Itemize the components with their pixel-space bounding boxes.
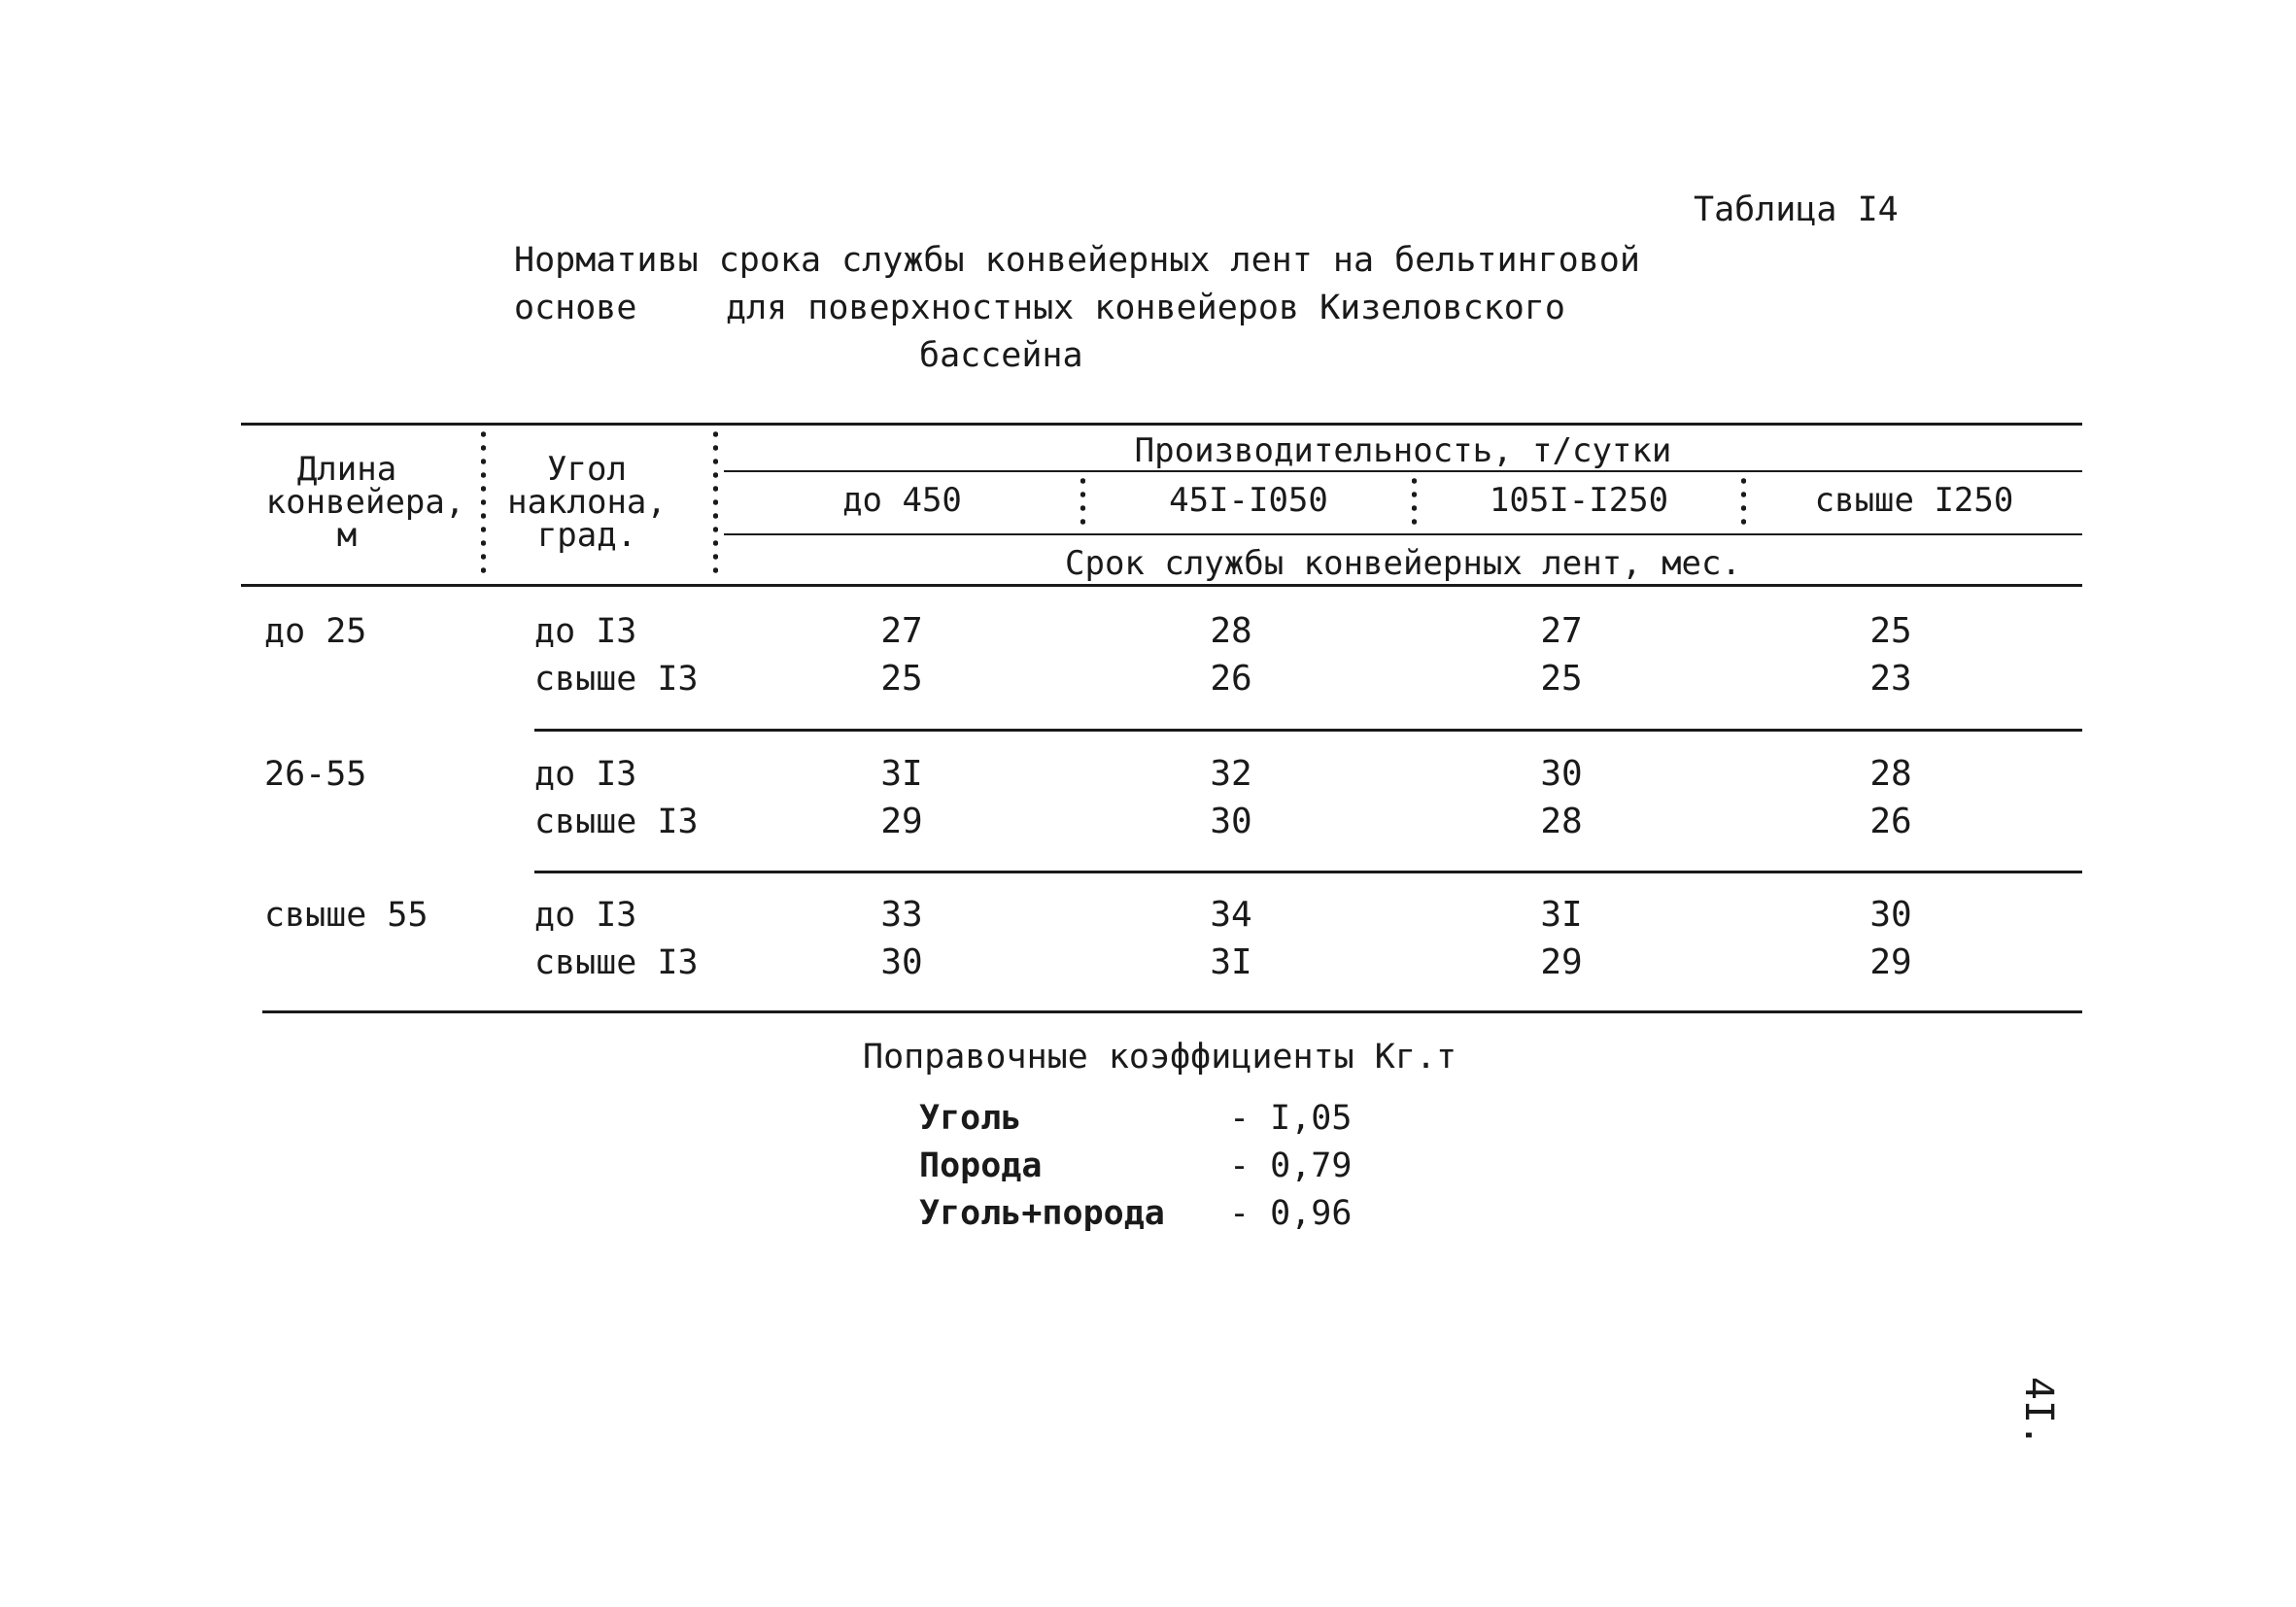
correction-title: Поправочные коэффициенты Кг.т <box>863 1038 1457 1077</box>
table-cell: 3I <box>1210 942 1252 982</box>
table-bottom-rule <box>262 1010 2082 1013</box>
table-cell: 29 <box>1869 942 1912 982</box>
table-cell: 25 <box>1869 611 1912 651</box>
header-rule-2 <box>724 533 2082 535</box>
table-label: Таблица I4 <box>1694 190 1899 229</box>
header-productivity: Производительность, т/сутки <box>1134 431 1672 470</box>
separator-dots-1 <box>481 427 486 581</box>
correction-value: - 0,79 <box>1229 1146 1353 1185</box>
header-range-4: свыше I250 <box>1814 481 2014 520</box>
group-rule-1 <box>534 729 2082 732</box>
table-cell: 29 <box>1540 942 1583 982</box>
row-angle: до I3 <box>534 612 637 651</box>
table-cell: 3I <box>880 754 923 794</box>
table-cell: 28 <box>1869 754 1912 794</box>
table-cell: 26 <box>1210 659 1252 699</box>
row-angle: свыше I3 <box>534 660 699 699</box>
table-cell: 27 <box>1540 611 1583 651</box>
row-angle: свыше I3 <box>534 943 699 982</box>
table-cell: 25 <box>880 659 923 699</box>
header-length-2: конвейера, <box>265 483 465 522</box>
correction-name: Уголь+порода <box>919 1194 1165 1233</box>
header-angle-1: Угол <box>547 450 627 489</box>
row-angle: до I3 <box>534 755 637 794</box>
title-line-1: Нормативы срока службы конвейерных лент на бельтинговой <box>514 241 1640 280</box>
table-cell: 26 <box>1869 802 1912 841</box>
header-length-3: м <box>336 516 358 555</box>
row-angle: до I3 <box>534 896 637 935</box>
table-cell: 3I <box>1540 895 1583 935</box>
header-length-1: Длина <box>296 450 397 489</box>
separator-dots-2 <box>713 427 718 581</box>
table-cell: 30 <box>880 942 923 982</box>
correction-name: Уголь <box>919 1099 1022 1138</box>
table-cell: 30 <box>1869 895 1912 935</box>
header-angle-3: град. <box>536 516 637 555</box>
header-angle-2: наклона, <box>507 483 667 522</box>
header-service-life: Срок службы конвейерных лент, мес. <box>1065 544 1741 583</box>
header-range-3: 105I-I250 <box>1489 481 1669 520</box>
table-cell: 33 <box>880 895 923 935</box>
header-range-1: до 450 <box>842 481 962 520</box>
table-cell: 27 <box>880 611 923 651</box>
title-line-2b: для поверхностных конвейеров Кизеловского <box>726 289 1565 327</box>
correction-value: - I,05 <box>1229 1099 1353 1138</box>
table-cell: 30 <box>1540 754 1583 794</box>
row-length: свыше 55 <box>264 896 428 935</box>
header-bottom-rule <box>241 584 2082 587</box>
table-cell: 32 <box>1210 754 1252 794</box>
row-length: до 25 <box>264 612 367 651</box>
title-line-3: бассейна <box>919 336 1083 375</box>
title-line-2a: основе <box>514 289 637 327</box>
correction-name: Порода <box>919 1146 1043 1185</box>
table-cell: 25 <box>1540 659 1583 699</box>
header-rule-1 <box>724 470 2082 472</box>
group-rule-2 <box>534 871 2082 873</box>
table-top-rule <box>241 423 2082 426</box>
table-cell: 29 <box>880 802 923 841</box>
correction-value: - 0,96 <box>1229 1194 1353 1233</box>
table-cell: 28 <box>1210 611 1252 651</box>
row-angle: свыше I3 <box>534 803 699 841</box>
table-cell: 34 <box>1210 895 1252 935</box>
row-length: 26-55 <box>264 755 367 794</box>
table-cell: 28 <box>1540 802 1583 841</box>
table-cell: 30 <box>1210 802 1252 841</box>
page-number: 4I. <box>2016 1376 2062 1448</box>
header-range-2: 45I-I050 <box>1169 481 1328 520</box>
table-cell: 23 <box>1869 659 1912 699</box>
